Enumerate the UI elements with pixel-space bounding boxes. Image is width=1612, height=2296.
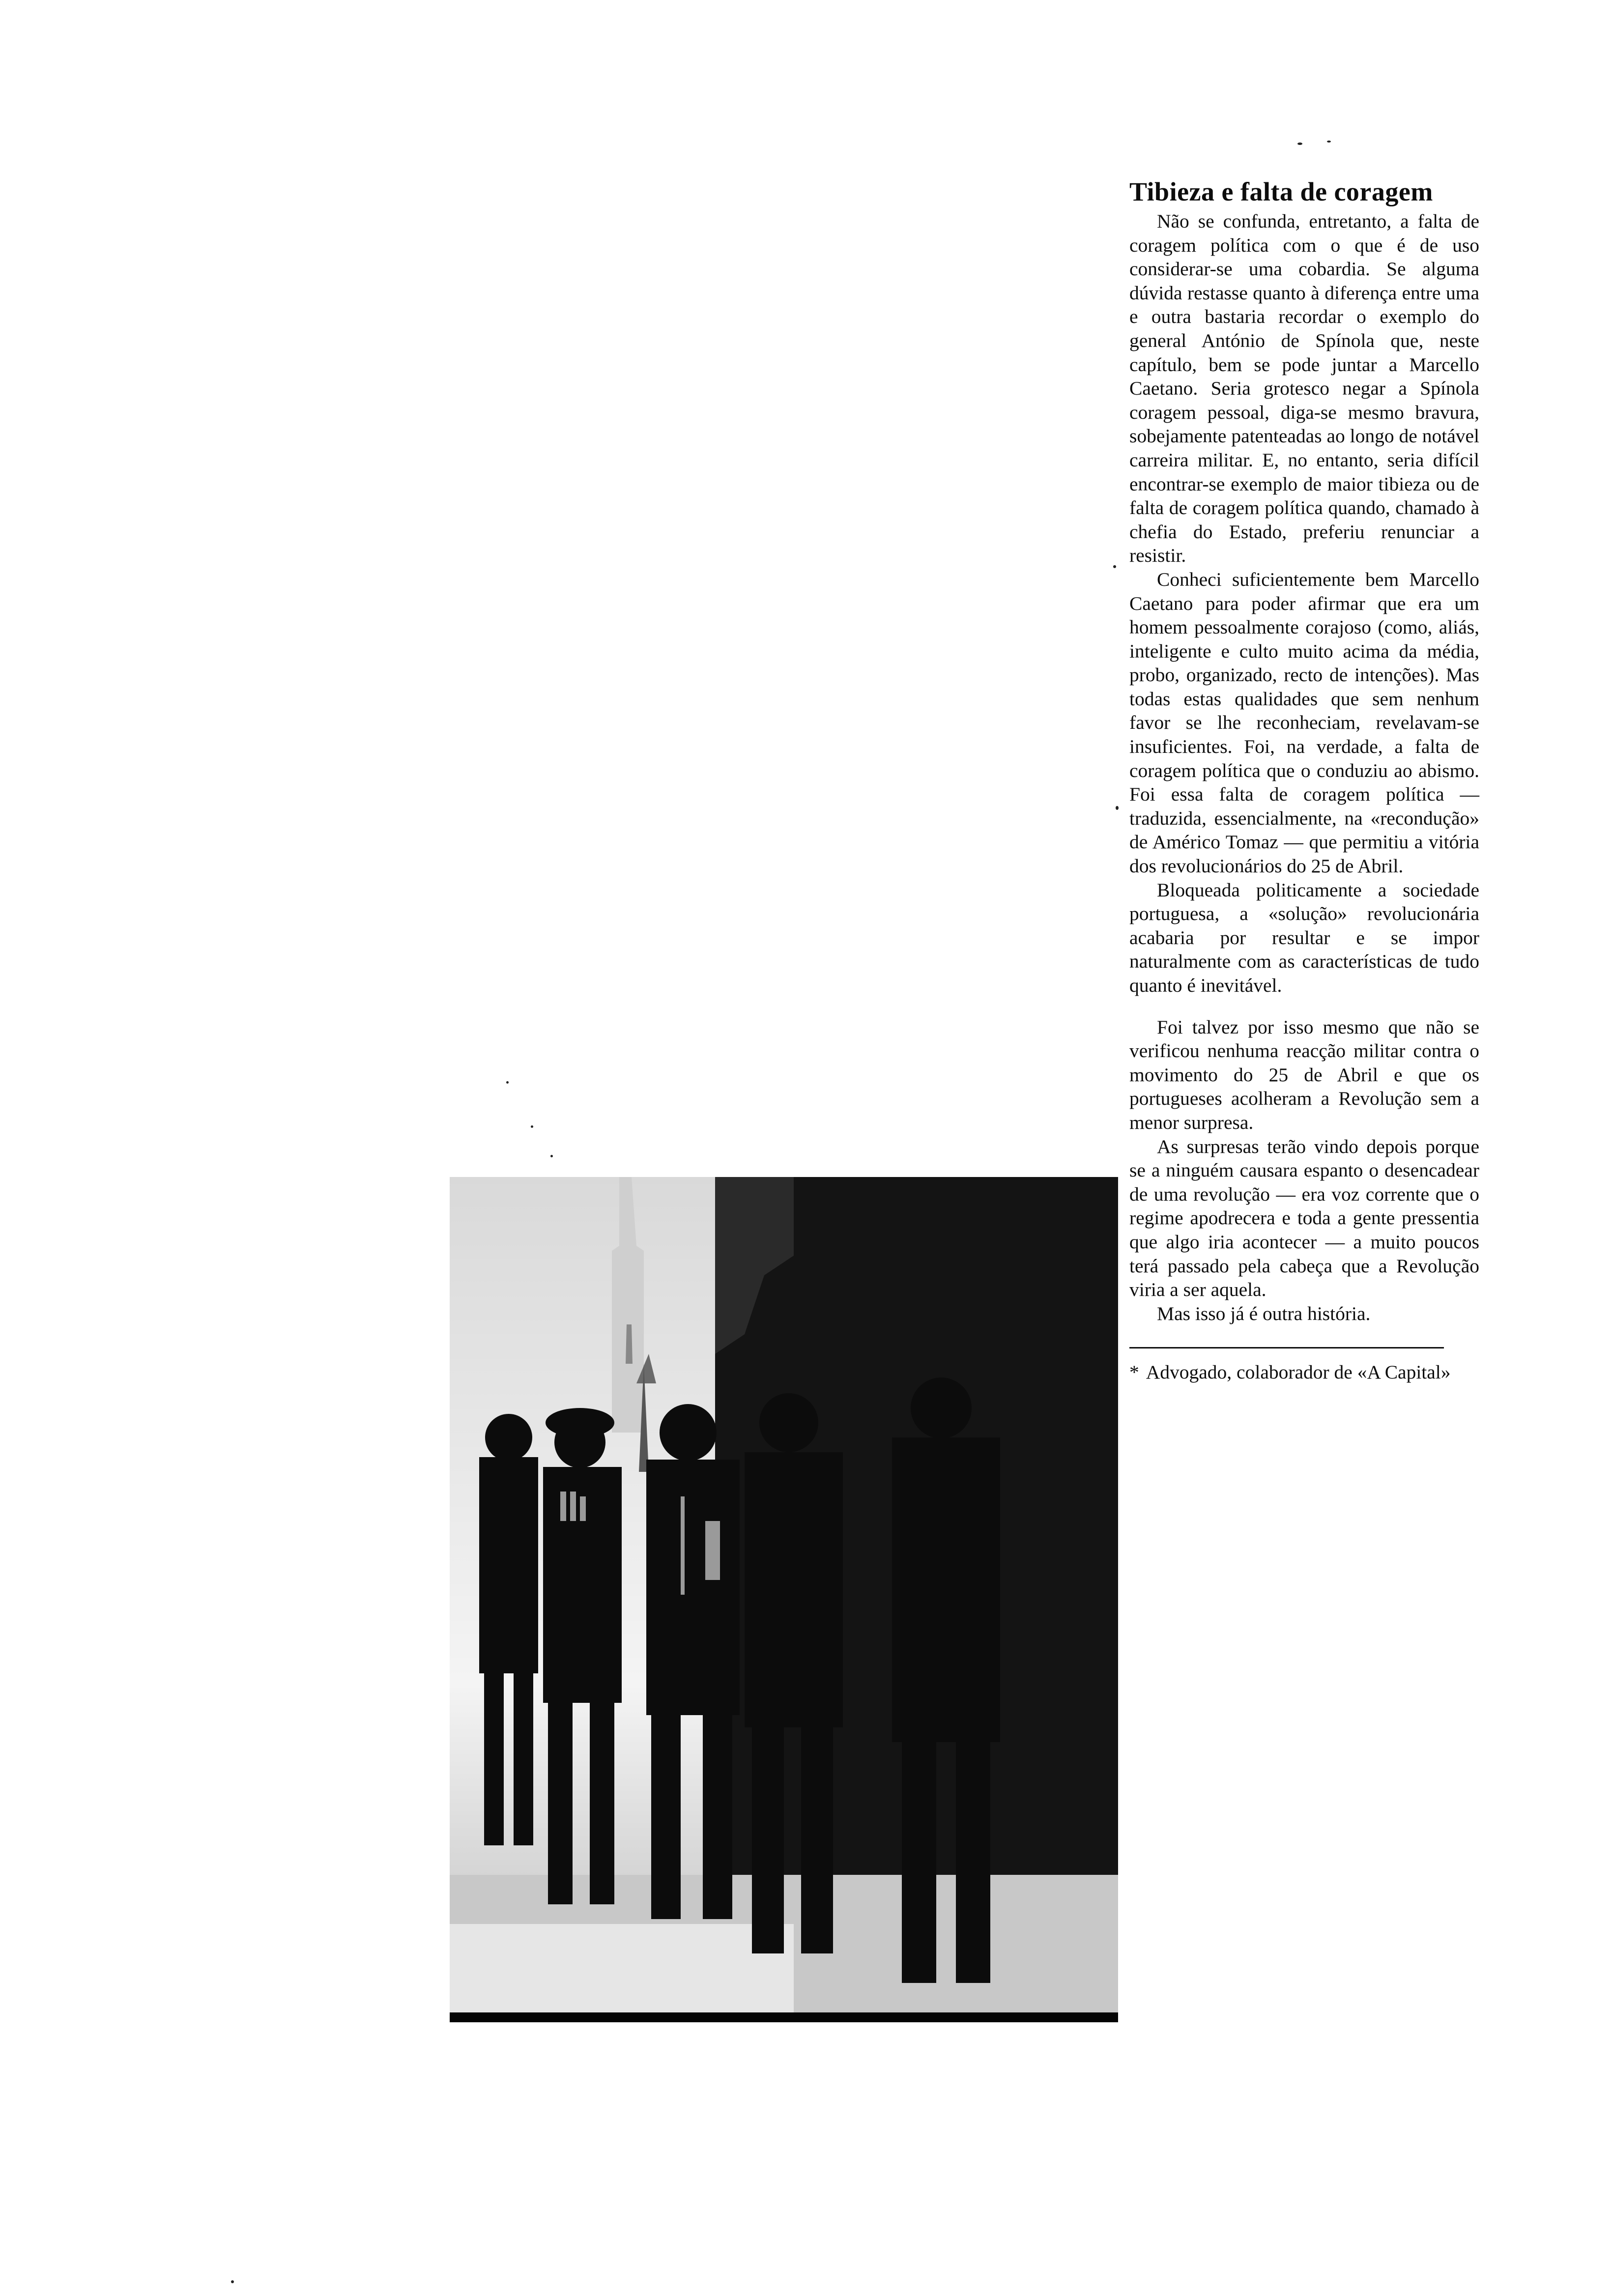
scan-speck (531, 1125, 533, 1128)
scan-speck (1116, 806, 1119, 810)
footnote-divider (1129, 1347, 1444, 1349)
scan-speck (1327, 141, 1331, 143)
article-paragraph: As surpresas terão vindo depois porque se a ninguém causara espanto o desencadear de uma revolução — era voz corrente que o regime apodrecera e toda a gente pressentia que algo iria acontecer — a muito poucos terá passado pela cabeça que a Revolução viria a ser aquela. (1129, 1135, 1479, 1301)
article-paragraph: Bloqueada politicamente a sociedade portuguesa, a «solução» revolucionária acabaria por resultar e se impor naturalmente com as características de tudo quanto é inevitável. (1129, 879, 1479, 996)
scan-speck (231, 2280, 234, 2283)
article-paragraph: Foi talvez por isso mesmo que não se verificou nenhuma reacção militar contra o movimento do 25 de Abril e que os portugueses acolheram a Revolução sem a menor surpresa. (1129, 1016, 1479, 1133)
footnote-marker: * (1129, 1361, 1139, 1383)
author-footnote (1129, 1359, 1479, 1385)
article-paragraph: Não se confunda, entretanto, a falta de coragem política com o que é de uso considerar-se uma cobardia. Se alguma dúvida restasse quanto à diferença entre uma e outra bastaria recordar o exemplo do general António de Spínola que, neste capítulo, bem se pode juntar a Marcello Caetano. Seria grotesco negar a Spínola coragem pessoal, diga-se mesmo bravura, sobejamente patenteadas ao longo de notável carreira militar. E, no entanto, seria difícil encontrar-se exemplo de maior tibieza ou de falta de coragem política quando, chamado à chefia do Estado, preferiu renunciar a resistir. (1129, 210, 1479, 567)
article-column (1129, 176, 1479, 1385)
article-paragraph: Conheci suficientemente bem Marcello Caetano para poder afirmar que era um homem pessoalmente corajoso (como, aliás, inteligente e culto muito acima da média, probo, organizado, recto de intenções). Mas todas estas qualidades que sem nenhum favor se lhe reconheciam, revelavam-se insuficientes. Foi, na verdade, a falta de coragem política que o conduziu ao abismo. Foi essa falta de coragem política — traduzida, essencialmente, na «recondução» de Américo Tomaz — que permitiu a vitória dos revolucionários do 25 de Abril. (1129, 568, 1479, 877)
scan-speck (550, 1155, 553, 1157)
scan-speck (1113, 565, 1116, 568)
footnote-text: Advogado, colaborador de «A Capital» (1146, 1361, 1451, 1383)
newspaper-photo (450, 1177, 1118, 2022)
photo-military-group-image (450, 1177, 1118, 2022)
article-headline: Tibieza e falta de coragem (1129, 177, 1433, 206)
scan-speck (506, 1081, 509, 1084)
scan-speck (1297, 143, 1302, 145)
article-paragraph: Mas isso já é outra história. (1157, 1302, 1371, 1324)
